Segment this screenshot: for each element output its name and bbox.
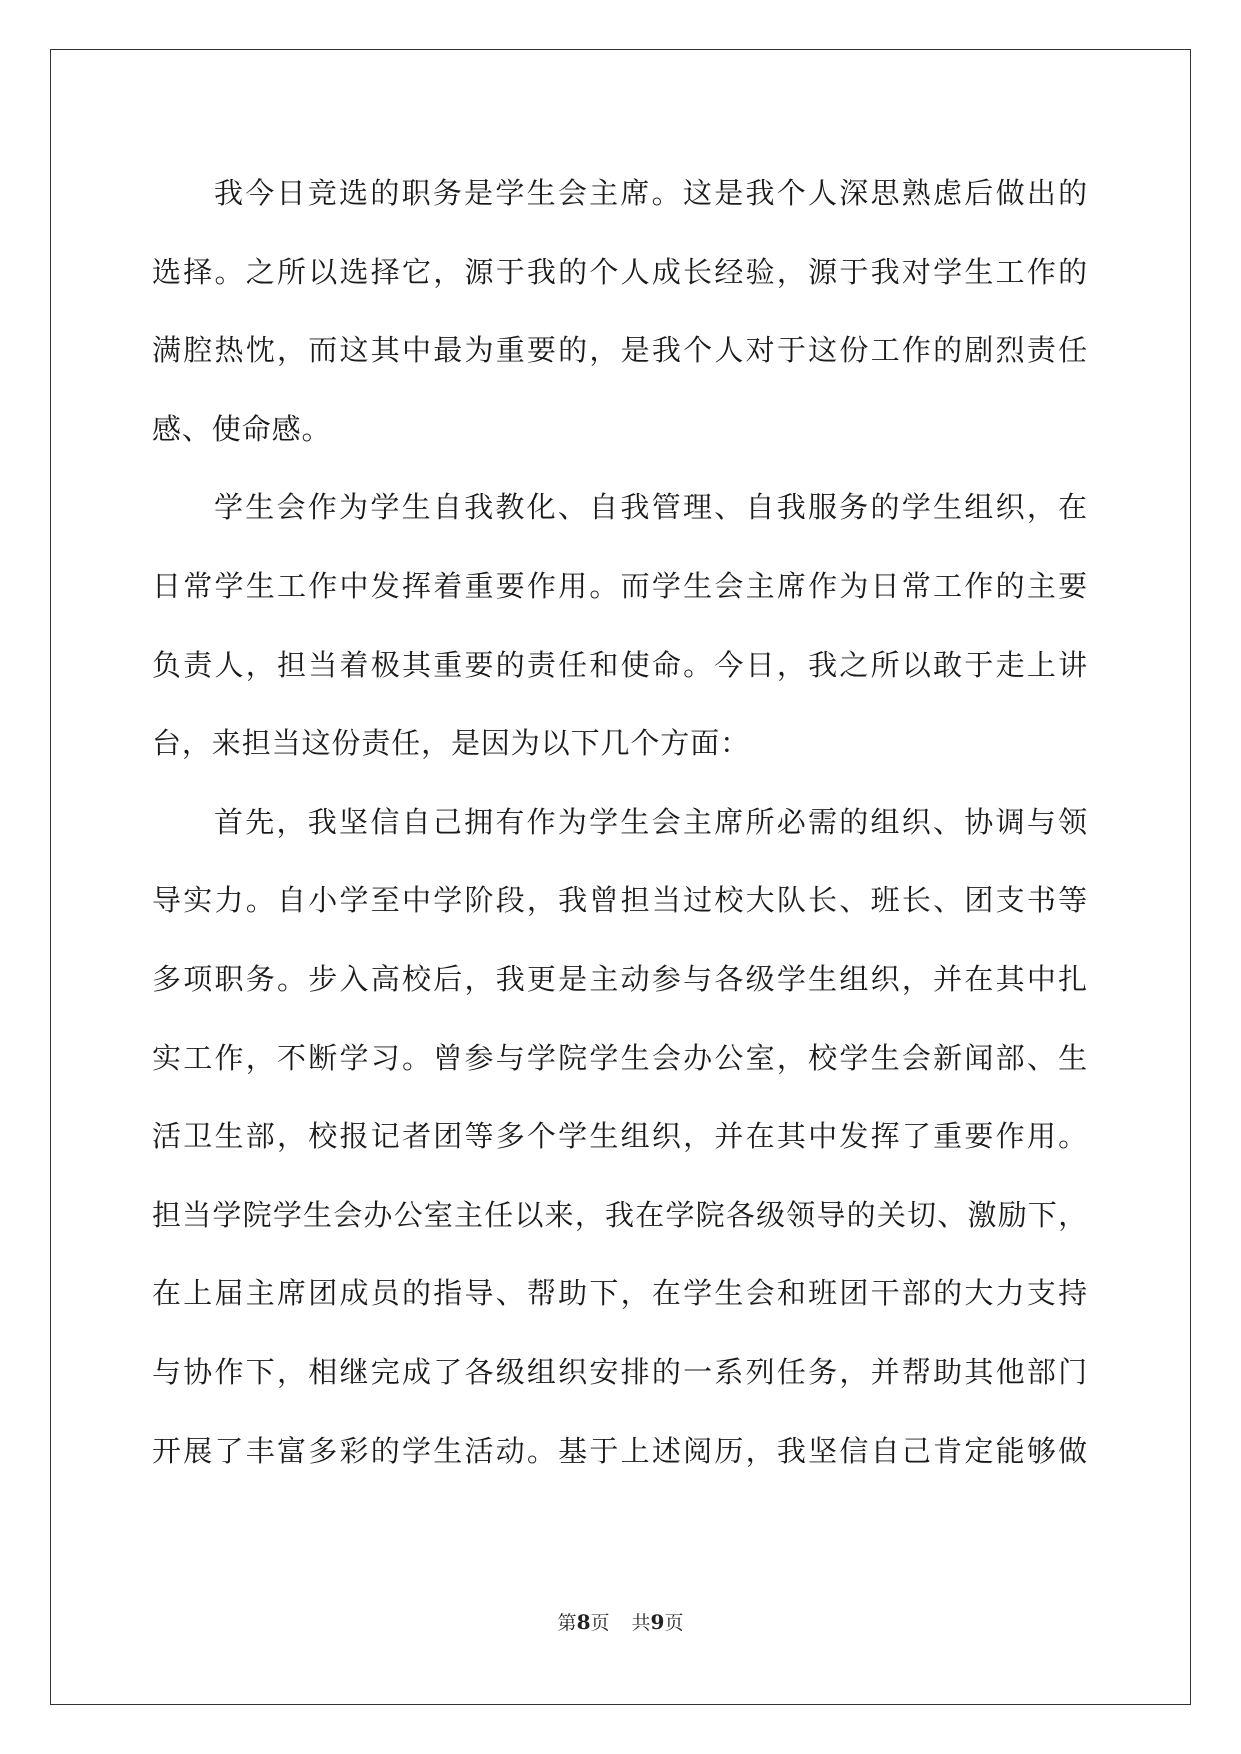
- text-line: 多项职务。步入高校后，我更是主动参与各级学生组织，并在其中扎: [152, 961, 1088, 996]
- text-line: 选择。之所以选择它，源于我的个人成长经验，源于我对学生工作的: [152, 254, 1088, 289]
- text-line: 我今日竞选的职务是学生会主席。这是我个人深思熟虑后做出的: [214, 176, 1088, 210]
- page-label-suffix: 页: [590, 1612, 610, 1634]
- text-line: 学生会作为学生自我教化、自我管理、自我服务的学生组织，在: [214, 490, 1088, 525]
- text-line: 开展了丰富多彩的学生活动。基于上述阅历，我坚信自己肯定能够做: [152, 1433, 1088, 1468]
- total-label-prefix: 共: [631, 1612, 651, 1634]
- text-line: 与协作下，相继完成了各级组织安排的一系列任务，并帮助其他部门: [152, 1354, 1088, 1389]
- text-line: 在上届主席团成员的指导、帮助下，在学生会和班团干部的大力支持: [152, 1276, 1088, 1311]
- text-line: 实工作，不断学习。曾参与学院学生会办公室，校学生会新闻部、生: [152, 1040, 1088, 1075]
- total-label-suffix: 页: [664, 1612, 684, 1634]
- page-footer: [0, 1608, 1241, 1635]
- text-line: 日常学生工作中发挥着重要作用。而学生会主席作为日常工作的主要: [152, 568, 1088, 603]
- text-line: 感、使命感。: [152, 411, 332, 446]
- text-line: 负责人，担当着极其重要的责任和使命。今日，我之所以敢于走上讲: [152, 647, 1088, 682]
- text-line: 满腔热忱，而这其中最为重要的，是我个人对于这份工作的剧烈责任: [152, 333, 1088, 368]
- total-page-number: 9: [650, 1610, 665, 1634]
- current-page-number: 8: [576, 1610, 591, 1634]
- text-line: 导实力。自小学至中学阶段，我曾担当过校大队长、班长、团支书等: [152, 883, 1088, 918]
- text-line: 首先，我坚信自己拥有作为学生会主席所必需的组织、协调与领: [214, 804, 1088, 839]
- text-line: 台，来担当这份责任，是因为以下几个方面：: [152, 726, 751, 761]
- text-line: 活卫生部，校报记者团等多个学生组织，并在其中发挥了重要作用。: [152, 1119, 1088, 1154]
- text-line: 担当学院学生会办公室主任以来，我在学院各级领导的关切、激励下，: [152, 1197, 1088, 1232]
- document-body: [152, 154, 1088, 1490]
- page-label-prefix: 第: [557, 1612, 577, 1634]
